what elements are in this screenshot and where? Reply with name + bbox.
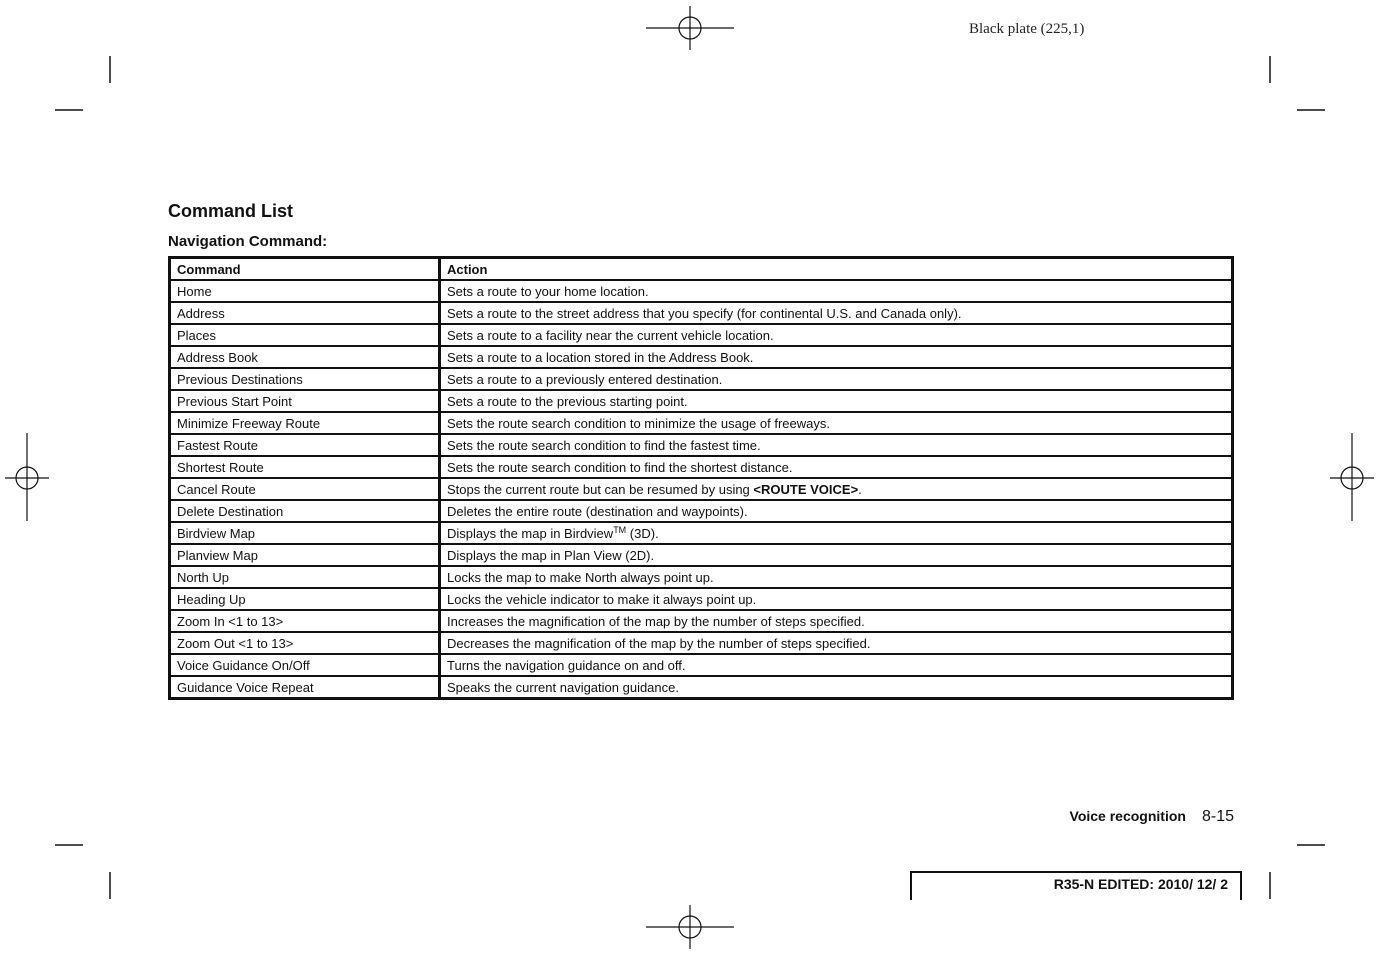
- action-suffix: (3D).: [626, 526, 659, 541]
- action-cell: Sets a route to your home location.: [441, 281, 1231, 303]
- action-cell: Sets a route to a facility near the current vehicle location.: [441, 325, 1231, 347]
- command-cell: Zoom Out <1 to 13>: [171, 633, 441, 655]
- table-row: [171, 523, 1231, 545]
- command-cell: Address Book: [171, 347, 441, 369]
- command-cell: Fastest Route: [171, 435, 441, 457]
- action-cell: Sets a route to a previously entered destination.: [441, 369, 1231, 391]
- table-row: [171, 435, 1231, 457]
- page-title: Command List: [168, 201, 294, 221]
- table-row: [171, 391, 1231, 413]
- command-cell: Previous Destinations: [171, 369, 441, 391]
- edited-stamp-label: R35-N EDITED: 2010/ 12/ 2: [1053, 876, 1228, 892]
- command-cell: North Up: [171, 567, 441, 589]
- command-cell: Minimize Freeway Route: [171, 413, 441, 435]
- command-cell: Voice Guidance On/Off: [171, 655, 441, 677]
- edited-stamp-box: [910, 871, 1242, 900]
- action-cell: Deletes the entire route (destination and waypoints).: [441, 501, 1231, 523]
- action-cell: Sets the route search condition to minimize the usage of freeways.: [441, 413, 1231, 435]
- trademark-superscript: TM: [613, 525, 627, 535]
- command-cell: Birdview Map: [171, 523, 441, 545]
- table-row: [171, 567, 1231, 589]
- command-cell: Delete Destination: [171, 501, 441, 523]
- action-cell: Locks the map to make North always point up.: [441, 567, 1231, 589]
- action-cell: Decreases the magnification of the map by the number of steps specified.: [441, 633, 1231, 655]
- table-row: [171, 633, 1231, 655]
- action-cell: Speaks the current navigation guidance.: [447, 680, 679, 695]
- action-text: Displays the map in Birdview: [447, 526, 614, 541]
- command-cell: Cancel Route: [171, 479, 441, 501]
- action-cell: [441, 523, 1231, 545]
- command-cell: Address: [171, 303, 441, 325]
- command-cell: Home: [171, 281, 441, 303]
- table-row: [171, 655, 1231, 677]
- action-cell: Sets the route search condition to find the fastest time.: [441, 435, 1231, 457]
- table-row: [171, 677, 1231, 697]
- table-row: [171, 413, 1231, 435]
- table-row: [171, 347, 1231, 369]
- table-row: [171, 479, 1231, 501]
- registration-mark-left: [5, 433, 49, 521]
- table-row: [171, 589, 1231, 611]
- route-voice-key-label: <ROUTE VOICE>: [753, 482, 859, 497]
- action-cell: Increases the magnification of the map by the number of steps specified.: [441, 611, 1231, 633]
- table-row: [171, 501, 1231, 523]
- table-row: [171, 281, 1231, 303]
- table-row: [171, 457, 1231, 479]
- plate-label: Black plate (225,1): [969, 21, 1085, 37]
- table-row: [171, 611, 1231, 633]
- column-header-command: Command: [171, 259, 441, 281]
- registration-mark-bottom: [646, 905, 734, 949]
- action-cell: Locks the vehicle indicator to make it always point up.: [441, 589, 1231, 611]
- action-cell: Sets a route to the previous starting point.: [441, 391, 1231, 413]
- action-cell: Sets the route search condition to find the shortest distance.: [441, 457, 1231, 479]
- action-cell: Sets a route to the street address that you specify (for continental U.S. and Canada only).: [441, 303, 1231, 325]
- page-number: 8-15: [1201, 808, 1234, 825]
- action-suffix: .: [858, 482, 862, 497]
- action-cell: Sets a route to a location stored in the Address Book.: [441, 347, 1231, 369]
- command-cell: Zoom In <1 to 13>: [171, 611, 441, 633]
- command-cell: Guidance Voice Repeat: [171, 677, 441, 697]
- footer-section-name: Voice recognition: [1069, 808, 1186, 824]
- table-row: [171, 325, 1231, 347]
- command-cell: Heading Up: [171, 589, 441, 611]
- registration-mark-right: [1330, 433, 1374, 521]
- registration-mark-top: [646, 6, 734, 50]
- command-cell: Planview Map: [171, 545, 441, 567]
- table-row: [171, 545, 1231, 567]
- action-cell: Displays the map in Plan View (2D).: [441, 545, 1231, 567]
- command-cell: Previous Start Point: [171, 391, 441, 413]
- section-subtitle: Navigation Command:: [168, 233, 328, 250]
- page-footer: [1070, 808, 1234, 826]
- table-row: [171, 369, 1231, 391]
- command-cell: Places: [171, 325, 441, 347]
- table-row: [171, 303, 1231, 325]
- action-cell: Turns the navigation guidance on and off.: [441, 655, 1231, 677]
- column-header-action: Action: [441, 259, 1231, 281]
- command-cell: Shortest Route: [171, 457, 441, 479]
- table-header-row: [171, 259, 1231, 281]
- action-text: Stops the current route but can be resumed by using: [447, 482, 754, 497]
- command-table: [168, 256, 1234, 700]
- action-cell: [441, 479, 1231, 501]
